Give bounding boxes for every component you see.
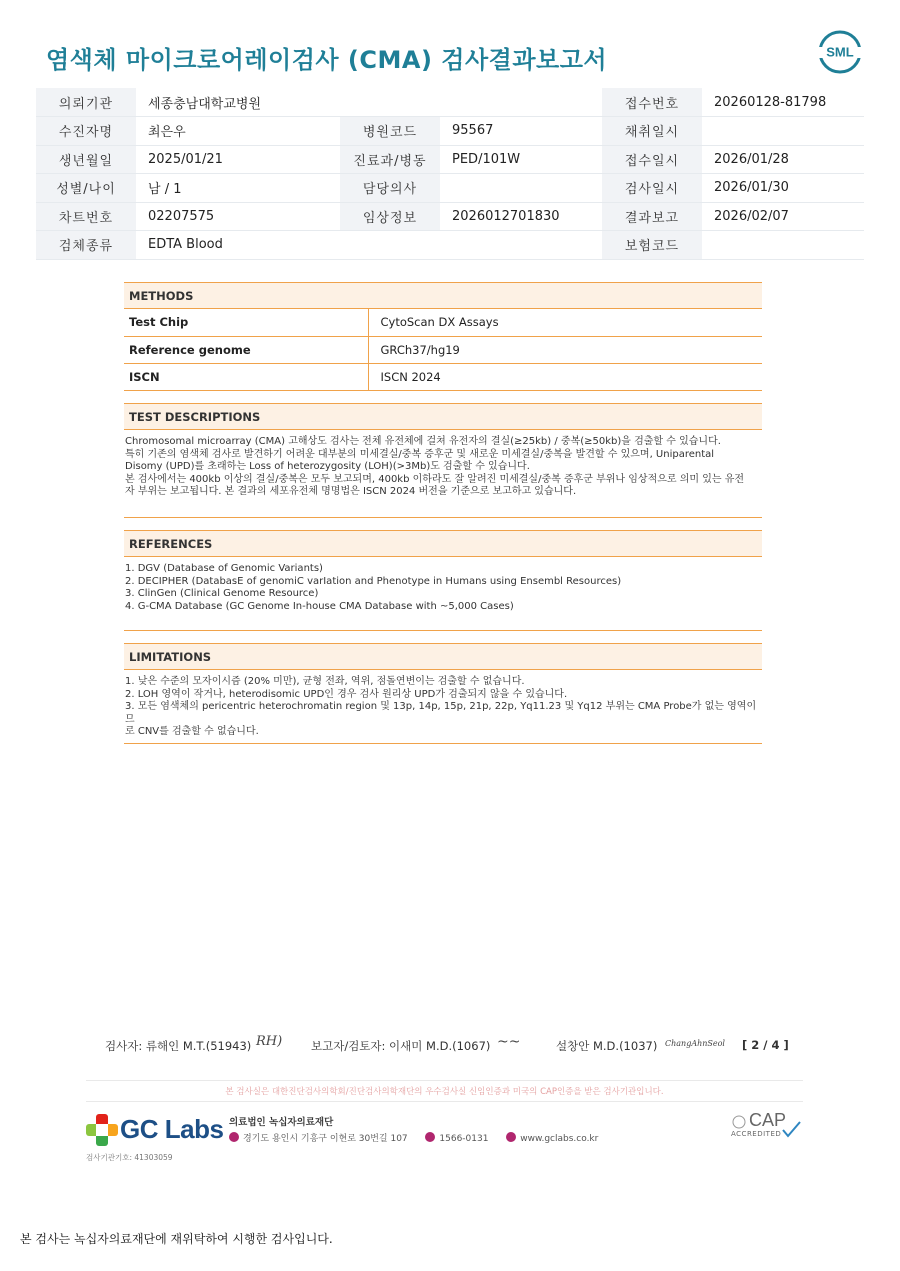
info-label: 성별/나이	[36, 174, 136, 203]
patient-info-table	[36, 88, 864, 260]
limitation-item: 3. 모든 염색체의 pericentric heterochromatin region 및 13p, 14p, 15p, 21p, 22p, Yq11.23 및 Yq12 부위는 CMA Probe가 없는 영역이므	[125, 701, 757, 725]
gc-labs-brand: GC Labs	[120, 1114, 224, 1144]
reference-item: 4. G-CMA Database (GC Genome In-house CMA Database with ~5,000 Cases)	[125, 600, 514, 612]
address-text: 경기도 용인시 기흥구 이현로 30번길 107	[243, 1134, 408, 1144]
approver-name: 설창안 M.D.(1037)	[556, 1039, 658, 1053]
web-icon	[506, 1132, 516, 1142]
test-descriptions-text	[124, 430, 762, 499]
patient-info-row	[36, 145, 864, 174]
limitation-item: 로 CNV를 검출할 수 없습니다.	[125, 726, 259, 737]
info-value: 최은우	[136, 117, 340, 146]
accreditation-notice: 본 검사실은 대한진단검사의학회/진단검사의학재단의 우수검사실 신임인증과 미국의 CAP인증을 받은 검사기관입니다.	[225, 1087, 664, 1097]
section-divider	[124, 630, 762, 631]
info-label: 결과보고	[602, 202, 702, 231]
phone-text: 1566-0131	[439, 1134, 489, 1144]
limitation-item: 1. 낮은 수준의 모자이시즘 (20% 미만), 균형 전좌, 역위, 점돌연변이는 검출할 수 없습니다.	[125, 676, 525, 687]
gc-cross-logo-icon	[84, 1112, 120, 1148]
contact-line	[229, 1131, 598, 1144]
patient-info-row	[36, 88, 864, 117]
reference-item: 3. ClinGen (Clinical Genome Resource)	[125, 588, 319, 599]
info-label: 접수일시	[602, 145, 702, 174]
sml-logo-text: SML	[826, 44, 854, 60]
location-icon	[229, 1132, 239, 1142]
info-value: 20260128-81798	[702, 88, 864, 117]
description-line: 자 부위는 보고됩니다. 본 결과의 세포유전체 명명법은 ISCN 2024 버전을 기준으로 보고하고 있습니다.	[125, 486, 577, 497]
footer-divider	[86, 1080, 803, 1081]
phone-icon	[425, 1132, 435, 1142]
description-line: 본 검사에서는 400kb 이상의 결실/중복은 모두 보고되며, 400kb 이하라도 잘 알려진 미세결실/중복 증후군 부위나 임상적으로 의미 있는 유전	[125, 473, 745, 485]
methods-key: Reference genome	[124, 336, 368, 363]
references-section	[124, 530, 762, 632]
methods-key: Test Chip	[124, 309, 368, 336]
info-label: 임상정보	[340, 202, 440, 231]
patient-info-row	[36, 117, 864, 146]
info-value: PED/101W	[440, 145, 602, 174]
info-value: 2026/01/30	[702, 174, 864, 203]
methods-table	[124, 309, 762, 391]
sml-logo	[818, 30, 862, 74]
description-line: 특히 기존의 염색체 검사로 발견하기 어려운 대부분의 미세결실/중복 증후군 및 새로운 미세결실/중복을 발견할 수 있으며, Uniparental	[125, 448, 715, 460]
methods-row	[124, 309, 762, 336]
cap-accredited-logo	[729, 1110, 805, 1150]
info-label: 담당의사	[340, 174, 440, 203]
info-label: 차트번호	[36, 202, 136, 231]
info-value: 02207575	[136, 202, 340, 231]
info-label: 보험코드	[602, 231, 702, 260]
methods-key: ISCN	[124, 363, 368, 390]
description-line: Disomy (UPD)를 초래하는 Loss of heterozygosity (LOH)(>3Mb)도 검출할 수 있습니다.	[125, 461, 530, 472]
footer-divider	[86, 1101, 803, 1102]
info-label: 의뢰기관	[36, 88, 136, 117]
info-value: 세종충남대학교병원	[136, 88, 602, 117]
references-heading: REFERENCES	[124, 530, 762, 557]
methods-value: CytoScan DX Assays	[368, 309, 762, 336]
info-value: 남 / 1	[136, 174, 340, 203]
info-value: 2025/01/21	[136, 145, 340, 174]
foundation-name: 의료법인 녹십자의료재단	[229, 1117, 334, 1128]
patient-info-row	[36, 174, 864, 203]
reviewer-name: 보고자/검토자: 이새미 M.D.(1067)	[311, 1039, 491, 1053]
info-value: 2026/02/07	[702, 202, 864, 231]
report-title: 염색체 마이크로어레이검사 (CMA) 검사결과보고서	[46, 46, 608, 74]
info-value: 2026/01/28	[702, 145, 864, 174]
info-value: 95567	[440, 117, 602, 146]
references-list	[124, 557, 762, 613]
limitation-item: 2. LOH 영역이 작거나, heterodisomic UPD인 경우 검사 원리상 UPD가 검출되지 않을 수 있습니다.	[125, 688, 568, 700]
info-value	[702, 231, 864, 260]
cap-text: CAP	[749, 1110, 787, 1130]
patient-info-row	[36, 231, 864, 260]
patient-info-row	[36, 202, 864, 231]
methods-section	[124, 282, 762, 391]
methods-value: GRCh37/hg19	[368, 336, 762, 363]
info-value	[440, 174, 602, 203]
tester-name: 검사자: 류해인 M.T.(51943)	[105, 1039, 252, 1053]
info-label: 진료과/병동	[340, 145, 440, 174]
reviewer-signature: ~~	[497, 1034, 521, 1050]
limitations-heading: LIMITATIONS	[124, 643, 762, 670]
info-label: 생년월일	[36, 145, 136, 174]
methods-heading: METHODS	[124, 282, 762, 309]
info-label: 검체종류	[36, 231, 136, 260]
test-descriptions-section	[124, 403, 762, 519]
approver-signature: ChangAhnSeol	[665, 1039, 725, 1048]
limitations-list	[124, 670, 762, 739]
section-divider	[124, 517, 762, 518]
info-label: 채취일시	[602, 117, 702, 146]
reference-item: 2. DECIPHER (DatabasE of genomiC varIation and Phenotype in Humans using Ensembl Resources)	[125, 575, 622, 587]
info-value	[702, 117, 864, 146]
section-divider	[124, 743, 762, 744]
test-descriptions-heading: TEST DESCRIPTIONS	[124, 403, 762, 430]
org-code: 검사기관기호: 41303059	[86, 1153, 173, 1162]
info-label: 병원코드	[340, 117, 440, 146]
info-value: EDTA Blood	[136, 231, 602, 260]
tester-signature: RH)	[256, 1034, 283, 1049]
page-indicator: [ 2 / 4 ]	[742, 1038, 789, 1052]
info-label: 접수번호	[602, 88, 702, 117]
methods-value: ISCN 2024	[368, 363, 762, 390]
methods-row	[124, 336, 762, 363]
cap-accredited-text: ACCREDITED	[731, 1130, 782, 1138]
web-text: www.gclabs.co.kr	[520, 1134, 599, 1144]
limitations-section	[124, 643, 762, 745]
bottom-note: 본 검사는 녹십자의료재단에 재위탁하여 시행한 검사입니다.	[20, 1232, 333, 1246]
reference-item: 1. DGV (Database of Genomic Variants)	[125, 563, 323, 574]
description-line: Chromosomal microarray (CMA) 고해상도 검사는 전체 유전체에 걸쳐 유전자의 결실(≥25kb) / 중복(≥50kb)을 검출할 수 있습니다.	[125, 436, 721, 447]
info-label: 검사일시	[602, 174, 702, 203]
info-value: 2026012701830	[440, 202, 602, 231]
methods-row	[124, 363, 762, 390]
info-label: 수진자명	[36, 117, 136, 146]
